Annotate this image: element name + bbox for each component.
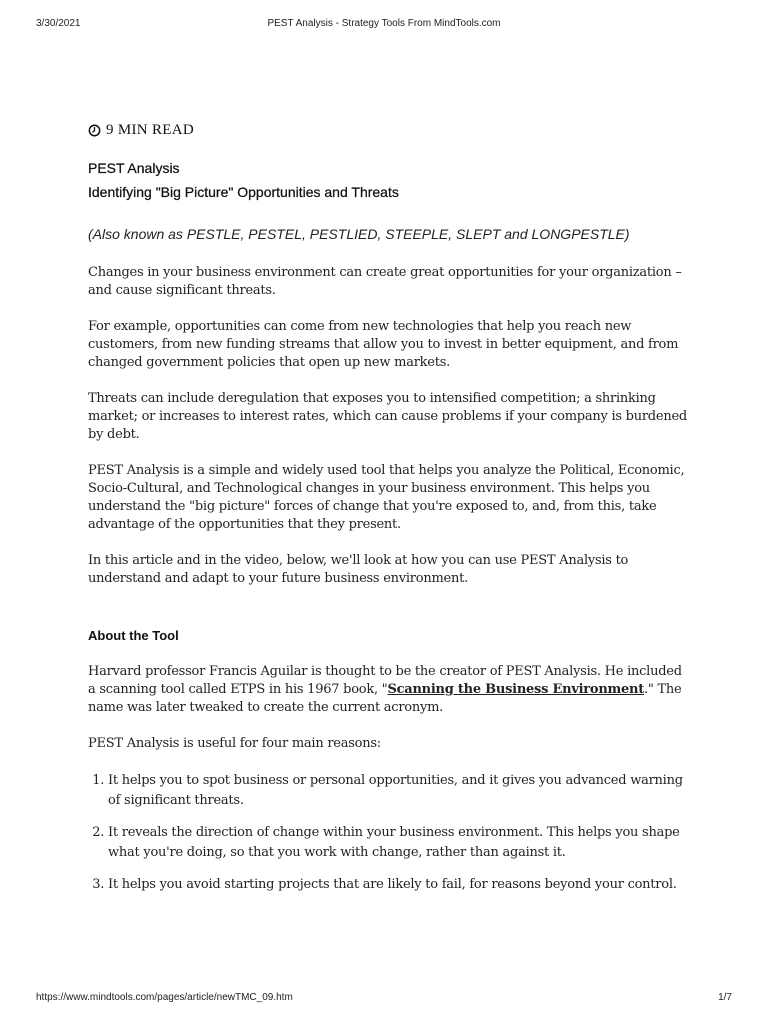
list-item: 2. It reveals the direction of change within your business environment. This helps you shape what you're doing, so that you work with change, rather than against it. [108, 823, 688, 863]
list-item: 1. It helps you to spot business or personal opportunities, and it gives you advanced warning of significant threats. [108, 771, 688, 811]
page-title: PEST Analysis [88, 160, 180, 176]
print-date: 3/30/2021 [36, 18, 81, 29]
paragraph-reasons-intro: PEST Analysis is useful for four main reasons: [88, 736, 381, 751]
print-header [0, 18, 768, 32]
paragraph-threats: Threats can include deregulation that exposes you to intensified competition; a shrinking market; or increases to interest rates, which can cause problems if your company is burdened by debt. [88, 391, 687, 442]
page-url: https://www.mindtools.com/pages/article/newTMC_09.htm [36, 992, 293, 1003]
paragraph-about-origin [88, 663, 688, 717]
read-time-label: 9 MIN READ [106, 121, 194, 138]
paragraph-intro: Changes in your business environment can create great opportunities for your organization – and cause significant threats. [88, 265, 682, 298]
read-time [88, 120, 688, 140]
about-text-after: ." The name was later tweaked to create the current acronym. [88, 682, 682, 715]
book-link[interactable]: Scanning the Business Environment [387, 682, 645, 697]
also-known-as: (Also known as PESTLE, PESTEL, PESTLIED, STEEPLE, SLEPT and LONGPESTLE) [88, 226, 630, 242]
paragraph-pest-definition: PEST Analysis is a simple and widely used tool that helps you analyze the Political, Economic, Socio-Cultural, and Technological changes in your business environment. This helps you understand the "big picture" forces of change that you're exposed to, and, from this, take advantage of the opportunities that they present. [88, 463, 685, 532]
list-item: 3. It helps you avoid starting projects that are likely to fail, for reasons beyond your control. [108, 875, 688, 895]
print-footer [0, 992, 768, 1006]
page-subtitle: Identifying "Big Picture" Opportunities and Threats [88, 184, 399, 200]
print-page-title: PEST Analysis - Strategy Tools From MindTools.com [267, 18, 501, 29]
article [88, 120, 688, 907]
reasons-list [88, 771, 688, 895]
paragraph-opportunities: For example, opportunities can come from new technologies that help you reach new customers, from new funding streams that allow you to invest in better equipment, and from changed government policies that open up new markets. [88, 319, 679, 370]
page-number: 1/7 [718, 992, 732, 1003]
paragraph-article-overview: In this article and in the video, below, we'll look at how you can use PEST Analysis to understand and adapt to your future business environment. [88, 553, 629, 586]
section-heading-about: About the Tool [88, 628, 179, 643]
clock-icon [88, 124, 101, 137]
about-text-before: Harvard professor Francis Aguilar is thought to be the creator of PEST Analysis. He included a scanning tool called ETPS in his 1967 book, " [88, 664, 682, 697]
